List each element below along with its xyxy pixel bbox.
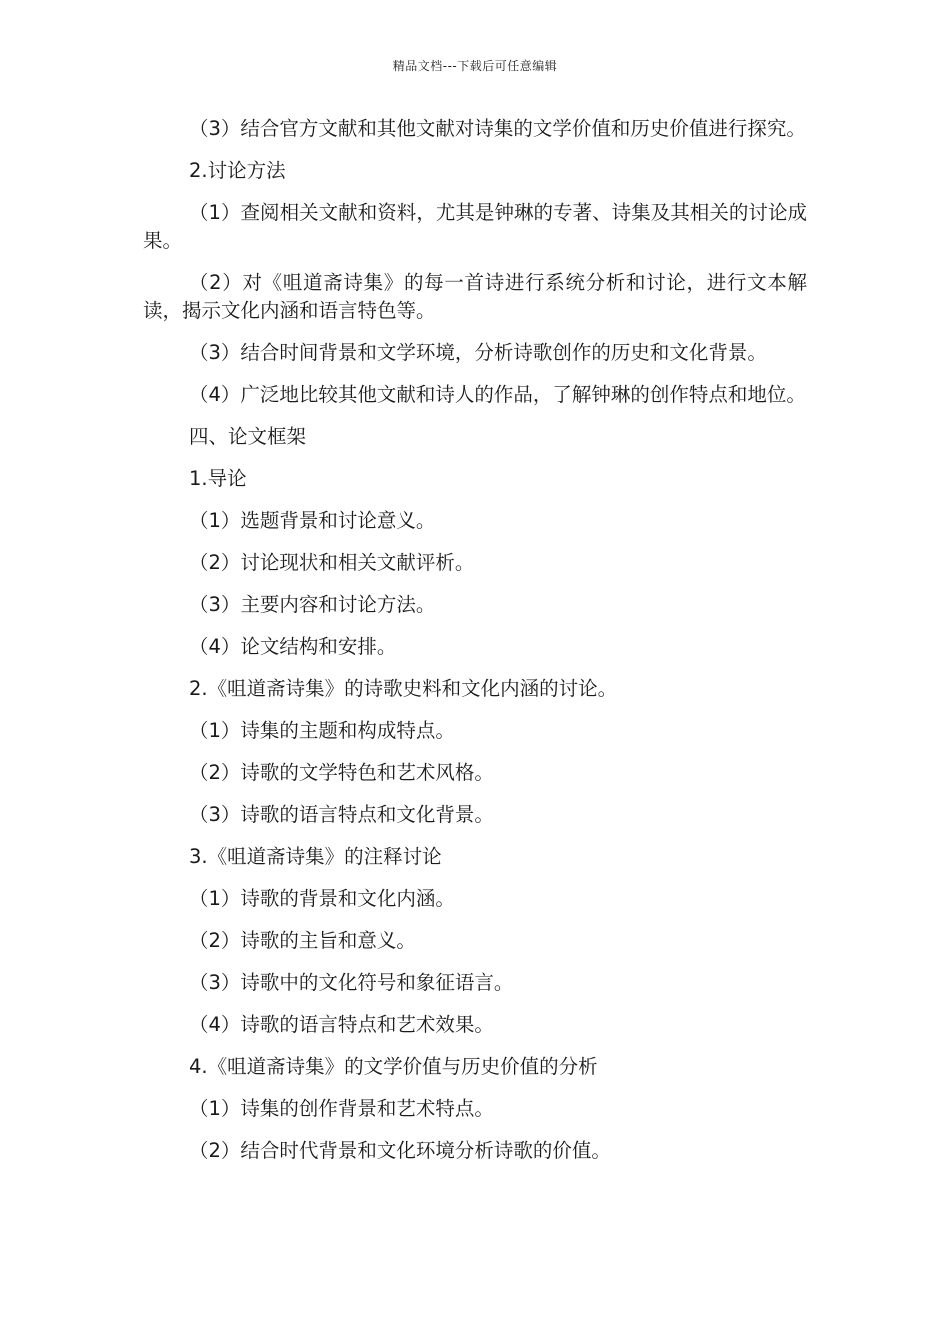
paragraph: （4）广泛地比较其他文献和诗人的作品，了解钟琳的创作特点和地位。 [189, 383, 806, 406]
list-item: （1）选题背景和讨论意义。 [189, 509, 436, 532]
document-body [143, 115, 807, 1179]
list-item: （1）诗集的主题和构成特点。 [189, 719, 455, 742]
list-item: （2）诗歌的文学特色和艺术风格。 [189, 761, 494, 784]
list-item: （2）诗歌的主旨和意义。 [189, 929, 416, 952]
list-item: （3）主要内容和讨论方法。 [189, 593, 436, 616]
list-item: （4）论文结构和安排。 [189, 635, 397, 658]
list-item: （3）诗歌中的文化符号和象征语言。 [189, 971, 514, 994]
section-heading: 1.导论 [189, 467, 247, 490]
paragraph: （3）结合官方文献和其他文献对诗集的文学价值和历史价值进行探究。 [189, 117, 806, 140]
chapter-heading: 四、论文框架 [189, 425, 307, 448]
paragraph: （2）对《咀道斋诗集》的每一首诗进行系统分析和讨论，进行文本解读，揭示文化内涵和语言特色等。 [143, 271, 807, 322]
list-item: （2）结合时代背景和文化环境分析诗歌的价值。 [189, 1139, 611, 1162]
paragraph: （1）查阅相关文献和资料，尤其是钟琳的专著、诗集及其相关的讨论成果。 [143, 201, 807, 252]
paragraph: （3）结合时间背景和文学环境，分析诗歌创作的历史和文化背景。 [189, 341, 767, 364]
section-heading: 2.《咀道斋诗集》的诗歌史料和文化内涵的讨论。 [189, 677, 618, 700]
list-item: （2）讨论现状和相关文献评析。 [189, 551, 475, 574]
list-item: （1）诗歌的背景和文化内涵。 [189, 887, 455, 910]
list-item: （4）诗歌的语言特点和艺术效果。 [189, 1013, 494, 1036]
section-heading: 2.讨论方法 [189, 159, 286, 182]
section-heading: 3.《咀道斋诗集》的注释讨论 [189, 845, 442, 868]
page-header: 精品文档---下载后可任意编辑 [392, 59, 558, 73]
list-item: （1）诗集的创作背景和艺术特点。 [189, 1097, 494, 1120]
list-item: （3）诗歌的语言特点和文化背景。 [189, 803, 494, 826]
section-heading: 4.《咀道斋诗集》的文学价值与历史价值的分析 [189, 1055, 598, 1078]
